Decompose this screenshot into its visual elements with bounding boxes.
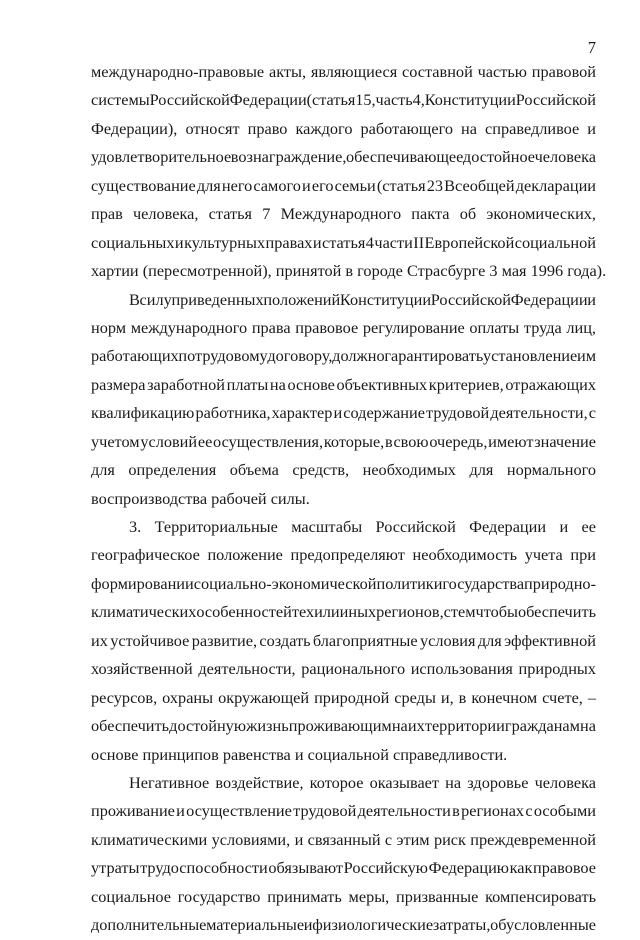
text-line: Федерации), относят право каждого работающего на справедливое и: [91, 118, 596, 138]
text-line: их устойчивое развитие, создать благоприятные условия для эффективной: [91, 630, 596, 650]
text-line: международно-правовые акты, являющиеся составной частью правовой: [91, 62, 596, 81]
text-line: воспроизводства рабочей силы.: [91, 488, 310, 508]
text-line: обеспечить достойную жизнь проживающим на их территории гражданам на: [91, 716, 596, 736]
text-line: социальное государство принимать меры, призванные компенсировать: [91, 886, 596, 906]
text-line: учетом условий ее осуществления, которые, в свою очередь, имеют значение: [91, 431, 596, 451]
text-line: хартии (пересмотренной), принятой в городе Страсбурге 3 мая 1996 года).: [91, 261, 607, 281]
text-line: для определения объема средств, необходимых для нормального: [91, 460, 596, 480]
paragraph-4: [91, 769, 596, 940]
text-line: размера заработной платы на основе объективных критериев, отражающих: [91, 374, 596, 394]
text-line: работающих по трудовому договору, должно гарантировать установление им: [91, 346, 596, 366]
text-line: квалификацию работника, характер и содержание трудовой деятельности, с: [91, 403, 596, 423]
text-line: системы Российской Федерации (статья 15, часть 4, Конституции Российской: [91, 90, 596, 110]
text-line: дополнительные материальные и физиологические затраты, обусловленные: [91, 915, 596, 935]
text-line: климатическими условиями, и связанный с этим риск преждевременной: [91, 829, 596, 849]
text-line: формировании социально-экономической политики государства природно-: [91, 573, 596, 593]
text-line: норм международного права правовое регулирование оплаты труда лиц,: [91, 317, 596, 337]
paragraph-3: [91, 513, 596, 769]
text-line: утраты трудоспособности обязывают Российскую Федерацию как правовое: [91, 858, 596, 878]
text-line: существование для него самого и его семьи (статья 23 Всеобщей декларации: [91, 175, 596, 195]
text-line: проживание и осуществление трудовой деятельности в регионах с особыми: [91, 801, 596, 821]
document-body: [91, 58, 607, 940]
text-line: хозяйственной деятельности, рационального использования природных: [91, 659, 596, 679]
text-line: климатических особенностей тех или иных регионов, с тем чтобы обеспечить: [91, 602, 596, 622]
text-line: Негативное воздействие, которое оказывает на здоровье человека: [129, 772, 596, 792]
text-line: основе принципов равенства и социальной справедливости.: [91, 744, 508, 764]
text-line: географическое положение предопределяют необходимость учета при: [91, 545, 596, 565]
text-line: прав человека, статья 7 Международного пакта об экономических,: [91, 204, 596, 224]
text-line: В силу приведенных положений Конституции Российской Федерации и: [129, 289, 596, 309]
paragraph-2: [91, 286, 596, 514]
paragraph-1: [91, 58, 607, 286]
page-number: 7: [587, 38, 596, 57]
text-line: ресурсов, охраны окружающей природной среды и, в конечном счете, –: [91, 687, 596, 707]
text-line: удовлетворительное вознаграждение, обеспечивающее достойное человека: [91, 147, 596, 167]
text-line: социальных и культурных правах и статья 4 части II Европейской социальной: [91, 232, 596, 252]
text-line: 3. Территориальные масштабы Российской Федерации и ее: [129, 517, 596, 536]
